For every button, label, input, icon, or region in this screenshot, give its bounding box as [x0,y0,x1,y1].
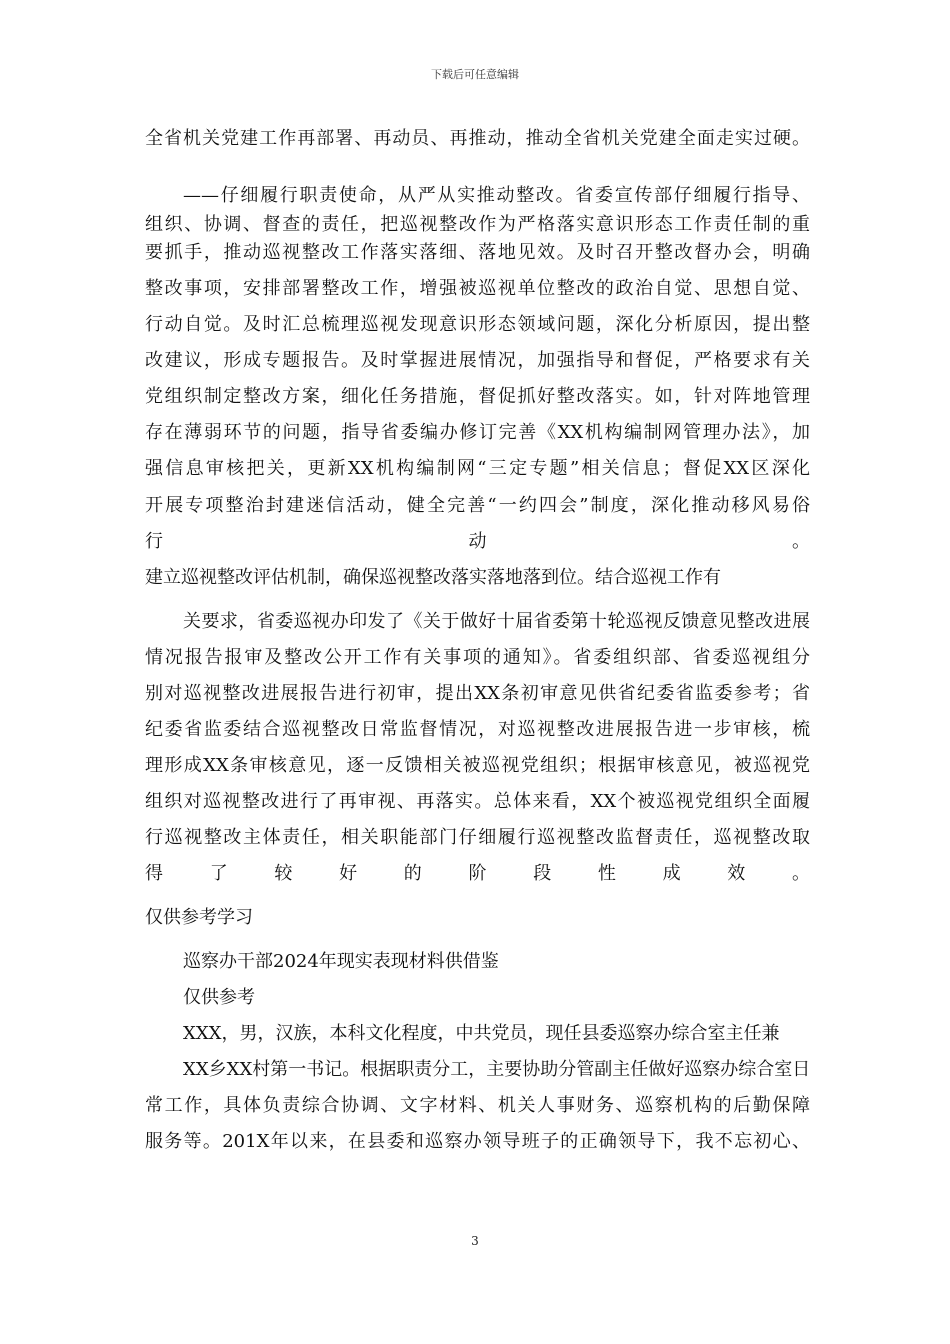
body-line: XX乡XX村第一书记。根据职责分工，主要协助分管副主任做好巡察办综合室日 [183,1059,811,1080]
body-line: 组织对巡视整改进行了再审视、再落实。总体来看，XX个被巡视党组织全面履 [145,791,810,812]
body-line: XXX，男，汉族，本科文化程度，中共党员，现任县委巡察办综合室主任兼 [183,1023,780,1044]
body-line: 关要求，省委巡视办印发了《关于做好十届省委第十轮巡视反馈意见整改进展 [183,611,810,632]
body-line: 情况报告报审及整改公开工作有关事项的通知》。省委组织部、省委巡视组分 [145,647,810,668]
body-line: 仅供参考学习 [145,907,253,928]
body-line: 开展专项整治封建迷信活动，健全完善“一约四会”制度，深化推动移风易俗 [145,495,810,516]
body-line: 别对巡视整改进展报告进行初审，提出XX条初审意见供省纪委省监委参考；省 [145,683,810,704]
body-line: 组织、协调、督查的责任，把巡视整改作为严格落实意识形态工作责任制的重 [145,214,810,235]
body-line: 行巡视整改主体责任，相关职能部门仔细履行巡视整改监督责任，巡视整改取 [145,827,810,848]
body-line: 全省机关党建工作再部署、再动员、再推动，推动全省机关党建全面走实过硬。 [145,128,810,149]
body-line: 常工作，具体负责综合协调、文字材料、机关人事财务、巡察机构的后勤保障 [145,1095,810,1116]
page-header: 下载后可任意编辑 [431,68,519,81]
body-line: 服务等。201X年以来，在县委和巡察办领导班子的正确领导下，我不忘初心、 [145,1131,810,1152]
document-title: 仅供参考 [183,987,255,1008]
body-line: 存在薄弱环节的问题，指导省委编办修订完善《XX机构编制网管理办法》，加 [145,422,810,443]
page-number: 3 [471,1234,479,1248]
body-line: 整改事项，安排部署整改工作，增强被巡视单位整改的政治自觉、思想自觉、 [145,278,810,299]
body-line: 党组织制定整改方案，细化任务措施，督促抓好整改落实。如，针对阵地管理 [145,386,810,407]
body-line: 巡察办干部2024年现实表现材料供借鉴 [183,951,499,972]
body-line: 纪委省监委结合巡视整改日常监督情况，对巡视整改进展报告进一步审核，梳 [145,719,810,740]
body-line: 强信息审核把关，更新XX机构编制网“三定专题”相关信息；督促XX区深化 [145,458,810,479]
body-line: 得了较好的阶段性成效。 [145,863,810,884]
body-line: ——仔细履行职责使命，从严从实推动整改。省委宣传部仔细履行指导、 [183,185,810,206]
body-line: 行动自觉。及时汇总梳理巡视发现意识形态领域问题，深化分析原因，提出整 [145,314,810,335]
body-line: 要抓手，推动巡视整改工作落实落细、落地见效。及时召开整改督办会，明确 [145,242,810,263]
body-line: 建立巡视整改评估机制，确保巡视整改落实落地落到位。结合巡视工作有 [145,567,721,588]
body-line: 行动。 [145,531,810,552]
body-line: 理形成XX条审核意见，逐一反馈相关被巡视党组织；根据审核意见，被巡视党 [145,755,810,776]
body-line: 改建议，形成专题报告。及时掌握进展情况，加强指导和督促，严格要求有关 [145,350,810,371]
